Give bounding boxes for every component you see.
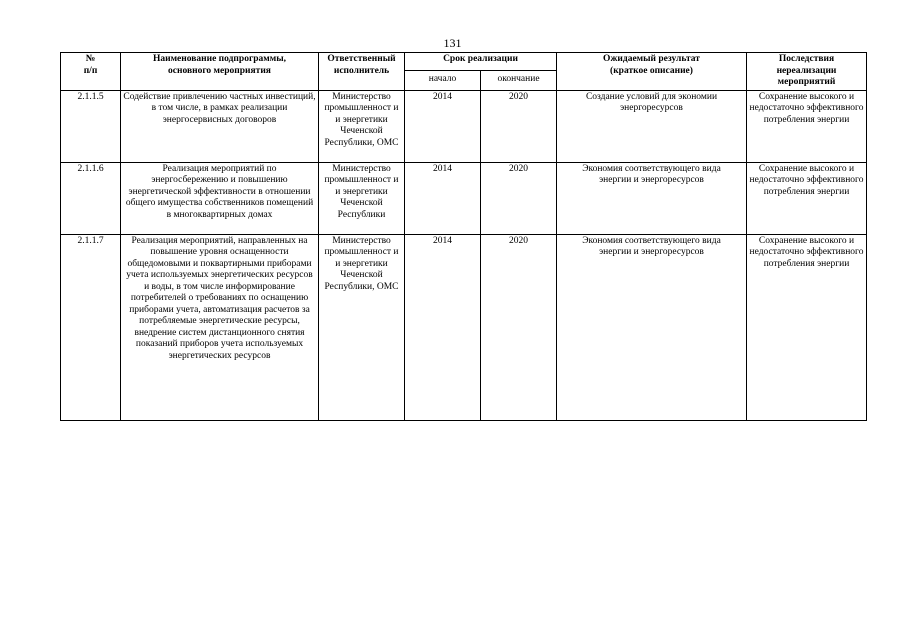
row-end: 2020 [481, 234, 557, 420]
row-num: 2.1.1.7 [61, 234, 121, 420]
row-consequences: Сохранение высокого и недостаточно эффективного потребления энергии [747, 234, 867, 420]
header-row [61, 53, 867, 71]
header-start: начало [405, 70, 481, 90]
header-result: Ожидаемый результат (краткое описание) [557, 53, 747, 91]
table-row [61, 162, 867, 234]
row-result: Создание условий для экономии энергоресурсов [557, 90, 747, 162]
row-consequences: Сохранение высокого и недостаточно эффективного потребления энергии [747, 162, 867, 234]
page-number: 131 [443, 36, 462, 50]
row-start: 2014 [405, 234, 481, 420]
table-row [61, 234, 867, 420]
row-responsible: Министерство промышленност и и энергетики Чеченской Республики, ОМС [319, 234, 405, 420]
row-end: 2020 [481, 90, 557, 162]
header-responsible: Ответственный исполнитель [319, 53, 405, 91]
row-name: Реализация мероприятий по энергосбережению и повышению энергетической эффективности в отношении общего имущества собственников помещений в многоквартирных домах [121, 162, 319, 234]
header-num: № п/п [61, 53, 121, 91]
row-responsible: Министерство промышленност и и энергетики Чеченской Республики, ОМС [319, 90, 405, 162]
row-consequences: Сохранение высокого и недостаточно эффективного потребления энергии [747, 90, 867, 162]
header-term: Срок реализации [405, 53, 557, 71]
row-num: 2.1.1.6 [61, 162, 121, 234]
row-start: 2014 [405, 162, 481, 234]
row-end: 2020 [481, 162, 557, 234]
row-result: Экономия соответствующего вида энергии и энергоресурсов [557, 234, 747, 420]
row-num: 2.1.1.5 [61, 90, 121, 162]
header-consequences: Последствия нереализации мероприятий [747, 53, 867, 91]
row-start: 2014 [405, 90, 481, 162]
row-name: Реализация мероприятий, направленных на повышение уровня оснащенности общедомовыми и поквартирными приборами учета используемых энергетических ресурсов и воды, в том числе информирование потребителей о требованиях по оснащению приборами учета, автоматизация расчетов за потребляемые энергетические ресурсы, внедрение систем дистанционного снятия показаний приборов учета используемых энергетических ресурсов [121, 234, 319, 420]
header-end: окончание [481, 70, 557, 90]
row-responsible: Министерство промышленност и и энергетики Чеченской Республики [319, 162, 405, 234]
row-result: Экономия соответствующего вида энергии и энергоресурсов [557, 162, 747, 234]
program-table [60, 52, 867, 421]
table-row [61, 90, 867, 162]
header-name: Наименование подпрограммы, основного мероприятия [121, 53, 319, 91]
row-name: Содействие привлечению частных инвестиций, в том числе, в рамках реализации энергосервисных договоров [121, 90, 319, 162]
